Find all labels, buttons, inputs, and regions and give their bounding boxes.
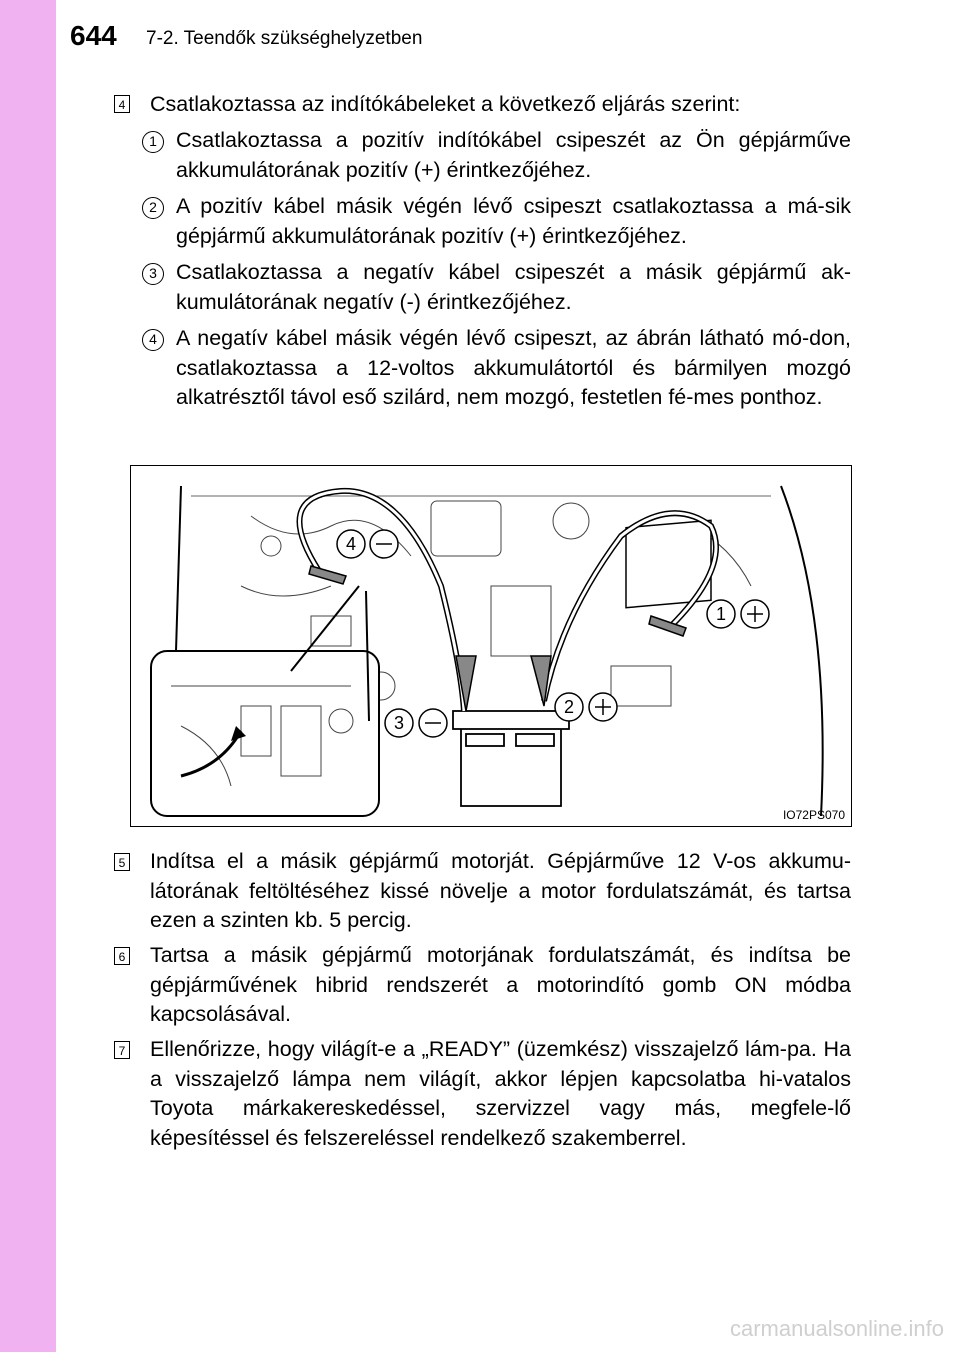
callout-label-3: 3 [393,713,405,733]
callout-label-1: 1 [715,604,727,624]
step-7-text: Ellenőrizze, hogy világít-e a „READY” (üzemkész) visszajelző lám-pa. Ha a visszajelző lámpa nem világít, akkor lépjen kapcsolatba hi-vatalos Toyota márkakereskedéssel, szervizzel vagy más, megfele-lő képesítéssel és felszereléssel rendelkező szakemberrel. [150,1037,851,1150]
detail-inset [151,651,379,816]
figure-id: IO72PS070 [782,808,845,822]
substep-number-1: 1 [142,131,164,153]
step-number-4: 4 [114,95,130,113]
substep-4-text: A negatív kábel másik végén lévő csipeszt, az ábrán látható mó-don, csatlakoztassa a 12-voltos akkumulátortól és bármilyen mozgó alkatrésztől távol eső szilárd, nem mozgó, festetlen fé-mes ponthoz. [176,326,851,409]
substep-number-4: 4 [142,329,164,351]
step-number-6: 6 [114,947,130,965]
substep-number-2: 2 [142,197,164,219]
step-4-text: Csatlakoztassa az indítókábeleket a következő eljárás szerint: [150,92,741,116]
step-number-5: 5 [114,853,130,871]
step-5-text: Indítsa el a másik gépjármű motorját. Gépjárműve 12 V-os akkumu-látorának feltöltéséhez kissé növelje a motor fordulatszámát, és tartsa ezen a szinten kb. 5 percig. [150,849,851,932]
jump-start-illustration [130,465,852,827]
substep-1-text: Csatlakoztassa a pozitív indítókábel csipeszét az Ön gépjárműve akkumulátorának pozitív (+) érintkezőjéhez. [176,128,851,182]
callout-label-2: 2 [563,697,575,717]
chapter-tab-bar [0,0,56,1352]
section-title: 7-2. Teendők szükséghelyzetben [146,28,423,49]
substep-number-3: 3 [142,263,164,285]
callout-label-4: 4 [345,534,357,554]
step-number-7: 7 [114,1041,130,1059]
substep-3-text: Csatlakoztassa a negatív kábel csipeszét a másik gépjármű ak-kumulátorának negatív (-) érintkezőjéhez. [176,260,851,314]
step-6-text: Tartsa a másik gépjármű motorjának fordulatszámát, és indítsa be gépjárművének hibrid rendszerét a motorindító gomb ON módba kapcsolásával. [150,943,851,1026]
other-battery [453,711,569,806]
watermark: carmanualsonline.info [729,1316,944,1341]
engine-bay-drawing [131,466,850,825]
substep-2-text: A pozitív kábel másik végén lévő csipeszt csatlakoztassa a má-sik gépjármű akkumulátorának pozitív (+) érintkezőjéhez. [176,194,851,248]
page-number: 644 [70,20,117,51]
